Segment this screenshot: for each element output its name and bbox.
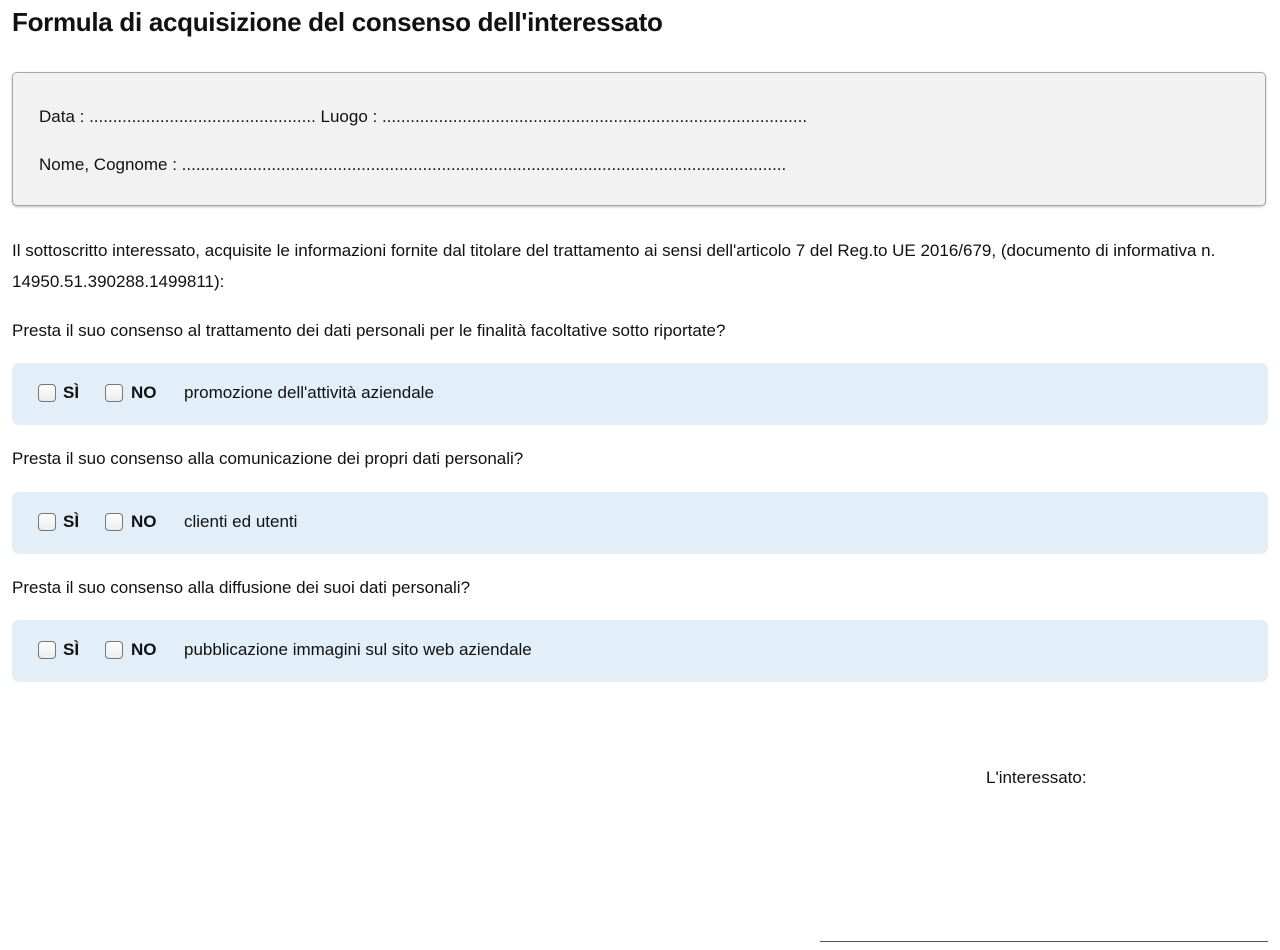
consent-row-3	[12, 620, 1268, 682]
consent-purpose-2: clienti ed utenti	[184, 512, 298, 531]
name-surname-line[interactable]: Nome, Cognome : ................................................................................................................................	[39, 155, 787, 174]
signature-line[interactable]	[820, 941, 1268, 942]
yes-checkbox-3[interactable]	[38, 641, 56, 659]
yes-label-1: SÌ	[63, 383, 80, 402]
no-label-1: NO	[131, 383, 157, 402]
consent-question-3: Presta il suo consenso alla diffusione dei suoi dati personali?	[12, 578, 471, 597]
yes-label-2: SÌ	[63, 512, 80, 531]
consent-purpose-3: pubblicazione immagini sul sito web aziendale	[184, 640, 532, 659]
no-label-3: NO	[131, 640, 157, 659]
intro-paragraph: Il sottoscritto interessato, acquisite le informazioni fornite dal titolare del trattamento ai sensi dell'articolo 7 del Reg.to UE 2016/679, (documento di informativa n. 14950.51.390288.1499811):	[12, 241, 1216, 291]
no-checkbox-2[interactable]	[105, 513, 123, 531]
yes-label-3: SÌ	[63, 640, 80, 659]
no-checkbox-3[interactable]	[105, 641, 123, 659]
consent-question-2: Presta il suo consenso alla comunicazione dei propri dati personali?	[12, 449, 524, 468]
signature-label: L'interessato:	[986, 768, 1087, 787]
no-checkbox-1[interactable]	[105, 384, 123, 402]
yes-checkbox-2[interactable]	[38, 513, 56, 531]
consent-row-1	[12, 363, 1268, 425]
page-title: Formula di acquisizione del consenso dell'interessato	[12, 7, 663, 37]
personal-info-box	[12, 72, 1266, 206]
yes-checkbox-1[interactable]	[38, 384, 56, 402]
consent-purpose-1: promozione dell'attività aziendale	[184, 383, 434, 402]
no-label-2: NO	[131, 512, 157, 531]
consent-row-2	[12, 492, 1268, 554]
date-place-line[interactable]: Data : ................................................ Luogo : ..........................................................................................	[39, 107, 808, 126]
consent-question-1: Presta il suo consenso al trattamento dei dati personali per le finalità facoltative sotto riportate?	[12, 321, 726, 340]
